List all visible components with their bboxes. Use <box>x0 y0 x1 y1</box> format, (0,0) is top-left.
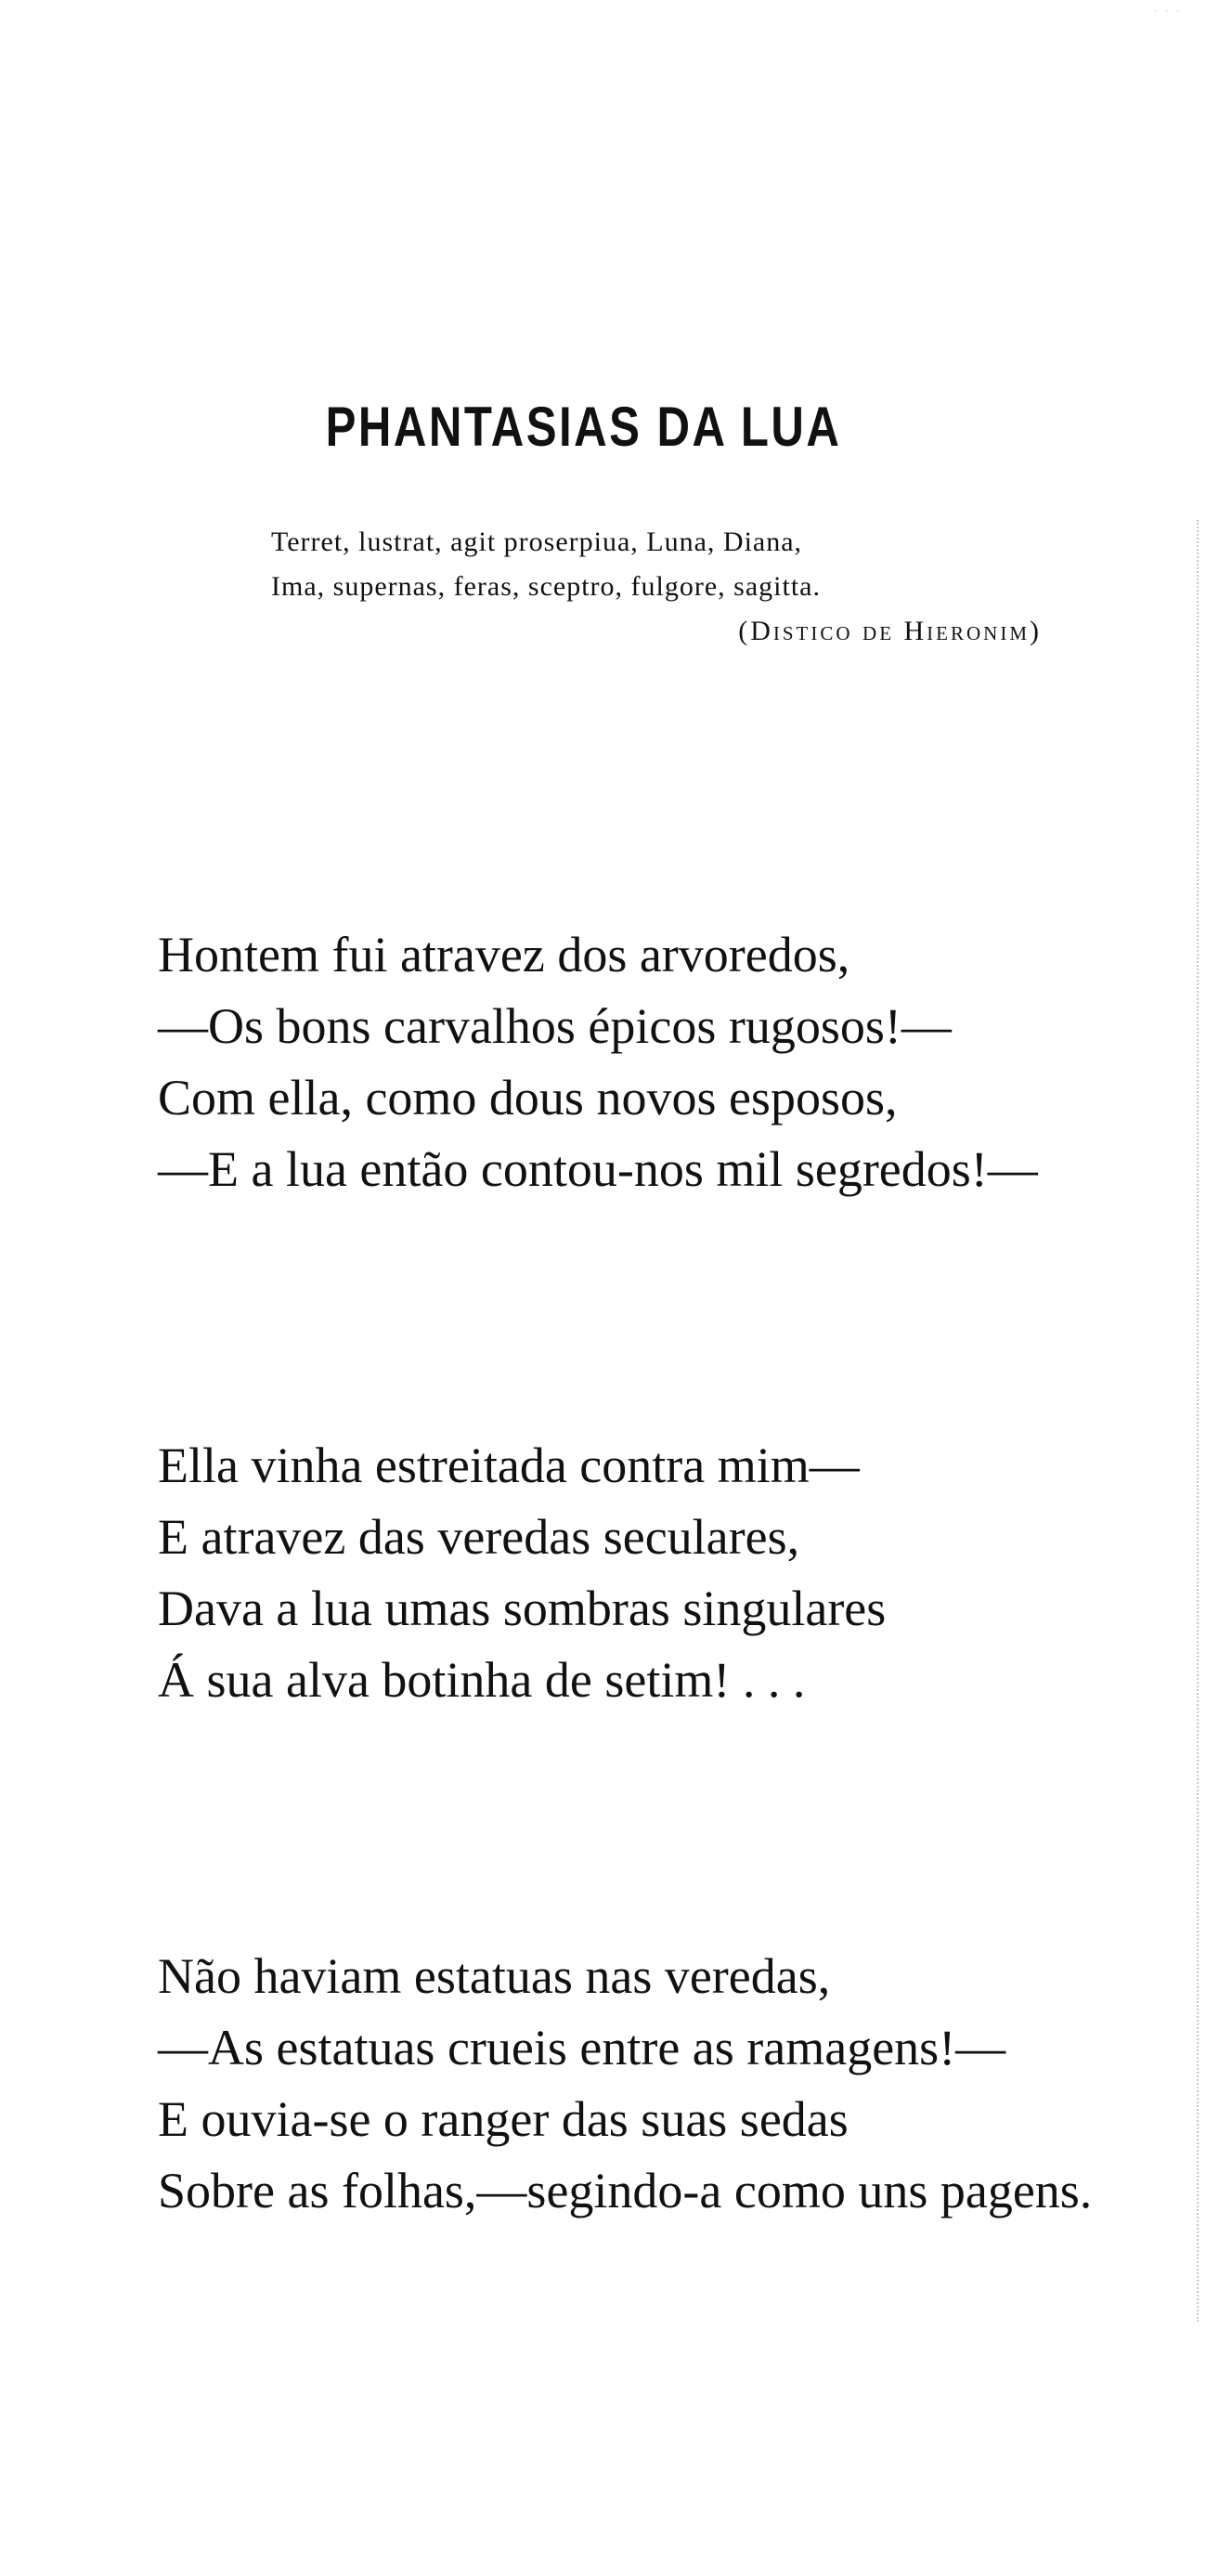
verse-line: Á sua alva botinha de setim! . . . <box>158 1652 806 1708</box>
stanza-1 <box>158 919 1179 1205</box>
epigraph-line: Ima, supernas, feras, sceptro, fulgore, sagitta. <box>271 571 821 602</box>
page-edge-rule <box>1197 520 1199 2322</box>
verse-line: Com ella, como dous novos esposos, <box>158 1070 898 1125</box>
verse-line: E atravez das veredas seculares, <box>158 1509 800 1565</box>
verse-line: Dava a lua umas sombras singulares <box>158 1581 887 1636</box>
verse-line: —Os bons carvalhos épicos rugosos!— <box>158 998 952 1054</box>
page-corner-mark: · · · <box>1153 6 1182 20</box>
stanza-3 <box>158 1941 1179 2227</box>
verse-line: —E a lua então contou-nos mil segredos!— <box>158 1141 1038 1197</box>
epigraph <box>271 520 1051 654</box>
verse-line: Não haviam estatuas nas veredas, <box>158 1948 831 2004</box>
verse-line: E ouvia-se o ranger das suas sedas <box>158 2091 849 2147</box>
verse-line: Hontem fui atravez dos arvoredos, <box>158 927 850 982</box>
epigraph-line: Terret, lustrat, agit proserpiua, Luna, Diana, <box>271 527 803 557</box>
epigraph-source: (Distico de Hieronim) <box>738 616 1042 646</box>
verse-line: Sobre as folhas,—segindo-a como uns pagens. <box>158 2163 1093 2218</box>
stanza-2 <box>158 1430 1179 1716</box>
verse-line: —As estatuas crueis entre as ramagens!— <box>158 2020 1006 2075</box>
poem-title: PHANTASIAS DA LUA <box>325 396 842 459</box>
verse-line: Ella vinha estreitada contra mim— <box>158 1438 860 1493</box>
